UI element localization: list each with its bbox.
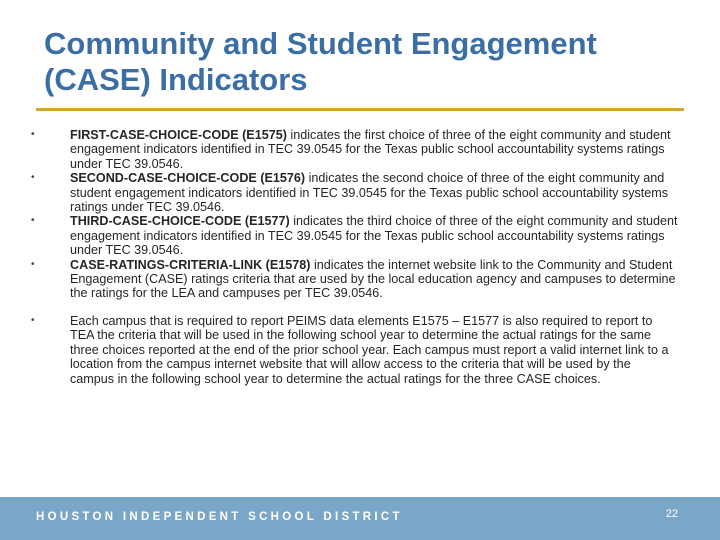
element-description: indicates the second choice of three of the eight community and student engagement indicators identified in TEC 39.0545 for the Texas public school accountability systems ratings under TEC 39.0546. xyxy=(70,171,669,215)
bullet-item-note xyxy=(28,314,678,386)
title-divider xyxy=(36,108,684,111)
element-code: SECOND-CASE-CHOICE-CODE (E1576) xyxy=(70,171,306,186)
bullet-dot-icon: • xyxy=(31,172,35,184)
bullet-item-e1576 xyxy=(28,171,678,214)
bullet-dot-icon: • xyxy=(31,258,35,270)
element-code: THIRD-CASE-CHOICE-CODE (E1577) xyxy=(70,214,290,229)
bullet-item-e1575 xyxy=(28,128,678,171)
element-code: CASE-RATINGS-CRITERIA-LINK (E1578) xyxy=(70,257,311,272)
page-number: 22 xyxy=(665,508,678,520)
district-name: HOUSTON INDEPENDENT SCHOOL DISTRICT xyxy=(36,511,403,523)
footer-bar xyxy=(0,497,720,540)
bullet-dot-icon: • xyxy=(31,129,35,140)
slide-title: Community and Student Engagement (CASE) Indicators xyxy=(44,26,597,97)
element-description: indicates the third choice of three of the eight community and student engagement indicators identified in TEC 39.0545 for the Texas public school accountability systems ratings under TEC 39.0546. xyxy=(70,214,678,258)
bullet-list xyxy=(28,128,678,386)
bullet-dot-icon: • xyxy=(31,314,35,326)
element-description: indicates the first choice of three of the eight community and student engagement indicators identified in TEC 39.0545 for the Texas public school accountability systems ratings under TEC 39.0546. xyxy=(70,128,671,171)
bullet-dot-icon: • xyxy=(31,215,35,227)
bullet-item-e1577 xyxy=(28,214,678,257)
note-text: Each campus that is required to report PEIMS data elements E1575 – E1577 is also required to report to TEA the criteria that will be used in the following school year to determine the actual ratings for the same three choices reported at the end of the prior school year. Each campus must report a valid internet link to a location from the campus internet website that will allow access to the criteria that will be used by the campus in the following school year to determine the actual ratings for the three CASE choices. xyxy=(70,313,669,386)
bullet-item-e1578 xyxy=(28,258,678,301)
element-description: indicates the internet website link to the Community and Student Engagement (CASE) ratings criteria that are used by the local education agency and campuses to determine the ratings for the LEA and campuses per TEC 39.0546. xyxy=(70,257,676,301)
element-code: FIRST-CASE-CHOICE-CODE (E1575) xyxy=(70,128,287,142)
